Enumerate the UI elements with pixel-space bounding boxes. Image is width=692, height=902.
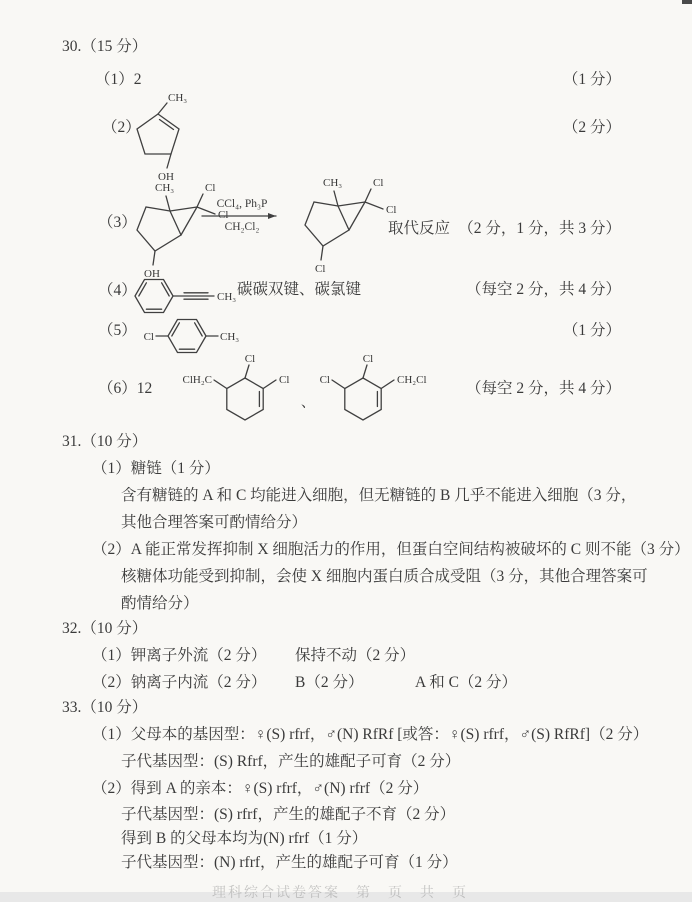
- scan-artifact: [682, 0, 692, 4]
- q33-answer-2-parents-a: （2）得到 A 的亲本：♀(S) rfrf，♂(N) rfrf（2 分）: [92, 780, 429, 797]
- reaction-arrow: [200, 211, 284, 221]
- q32-answer-2a: （2）钠离子内流（2 分）: [92, 674, 267, 691]
- q30-item4-answer: 碳碳双键、碳氯键: [237, 281, 362, 298]
- structure-dichloro-chloromethyl-cyclohexenes: [170, 352, 432, 432]
- cl-label: Cl: [319, 374, 330, 386]
- q32-answer-2b: B（2 分）: [295, 674, 364, 691]
- q31-answer-1: （1）糖链（1 分）: [92, 460, 220, 477]
- q33-answer-2-offspring-b: 子代基因型：(N) rfrf，产生的雄配子可育（1 分）: [121, 854, 458, 871]
- structure-methyl-cyclopentenol: [120, 90, 200, 182]
- cl-label: Cl: [205, 182, 216, 194]
- cl-label: Cl: [244, 353, 256, 365]
- cl-label: Cl: [373, 177, 384, 189]
- cl-label: Cl: [315, 263, 326, 275]
- ch3-label: CH₃: [323, 177, 343, 189]
- q30-item5-label: （5）: [98, 322, 137, 339]
- q30-item4-score: （每空 2 分，共 4 分）: [465, 281, 621, 298]
- structure-separator: 、: [301, 396, 315, 411]
- q30-item3-answer: 取代反应: [388, 220, 451, 237]
- q31-answer-2-line-a: （2）A 能正常发挥抑制 X 细胞活力的作用，但蛋白空间结构被破坏的 C 则不能（3 分）: [92, 541, 690, 558]
- q31-answer-1-explain-b: 其他合理答案可酌情给分）: [121, 514, 308, 531]
- ch2cl-label: CH₂Cl: [397, 374, 427, 386]
- ch3-label: CH₃: [220, 331, 240, 343]
- clh2c-label: ClH₂C: [182, 374, 212, 386]
- solvent-below-arrow: CH₂Cl₂: [224, 221, 260, 233]
- q30-item1-score: （1 分）: [562, 71, 621, 88]
- q30-item2-label: （2）: [102, 119, 141, 136]
- q32-answer-1b: 保持不动（2 分）: [295, 647, 416, 664]
- q33-answer-2-offspring-a: 子代基因型：(S) rfrf，产生的雄配子不育（2 分）: [121, 806, 456, 823]
- cl-label: Cl: [279, 374, 290, 386]
- q30-item5-score: （1 分）: [562, 322, 621, 339]
- ch3-label: CH₃: [155, 182, 175, 194]
- q31-answer-2-line-b: 核糖体功能受到抑制，会使 X 细胞内蛋白质合成受阻（3 分，其他合理答案可: [121, 568, 648, 585]
- q30-item1-answer: （1）2: [95, 71, 142, 88]
- q31-header: 31.（10 分）: [62, 433, 148, 450]
- cl-label: Cl: [386, 204, 397, 216]
- q32-answer-2c: A 和 C（2 分）: [415, 674, 518, 691]
- q32-answer-1a: （1）钾离子外流（2 分）: [92, 647, 267, 664]
- q30-item4-label: （4）: [98, 282, 137, 299]
- q30-item2-score: （2 分）: [562, 119, 621, 136]
- ch3-label: CH₃: [168, 92, 188, 104]
- cl-label: Cl: [143, 331, 154, 343]
- q30-item6-answer: （6）12: [98, 380, 153, 397]
- q33-answer-2-parents-b: 得到 B 的父母本均为(N) rfrf（1 分）: [121, 830, 368, 847]
- q33-answer-1-genotypes: （1）父母本的基因型：♀(S) rfrf，♂(N) RfRf [或答：♀(S) rfrf，♂(S) RfRf]（2 分）: [92, 726, 649, 743]
- q33-answer-1-offspring: 子代基因型：(S) Rfrf，产生的雄配子可育（2 分）: [121, 753, 461, 770]
- q30-header: 30.（15 分）: [62, 38, 148, 55]
- q30-item6-score: （每空 2 分，共 4 分）: [465, 380, 621, 397]
- q31-answer-2-line-c: 酌情给分）: [121, 595, 199, 612]
- q30-item3-label: （3）: [98, 214, 137, 231]
- q31-answer-1-explain-a: 含有糖链的 A 和 C 均能进入细胞，但无糖链的 B 几乎不能进入细胞（3 分，: [121, 487, 637, 504]
- reaction-conditions: [198, 198, 286, 233]
- oh-label: OH: [158, 171, 174, 183]
- cl-label: Cl: [218, 209, 229, 221]
- structure-product-bicyclic-chloride: [288, 173, 400, 275]
- cl-label: Cl: [362, 353, 374, 365]
- q32-header: 32.（10 分）: [62, 620, 148, 637]
- page-footer: 理科综合试卷答案 第 页 共 页: [212, 886, 468, 901]
- oh-label: OH: [144, 268, 160, 280]
- q30-item3-score: （2 分，1 分，共 3 分）: [458, 220, 621, 237]
- q33-header: 33.（10 分）: [62, 699, 148, 716]
- reagent-above-arrow: CCl₄, Ph₃P: [216, 198, 268, 210]
- ch3-label: CH₃: [217, 291, 237, 303]
